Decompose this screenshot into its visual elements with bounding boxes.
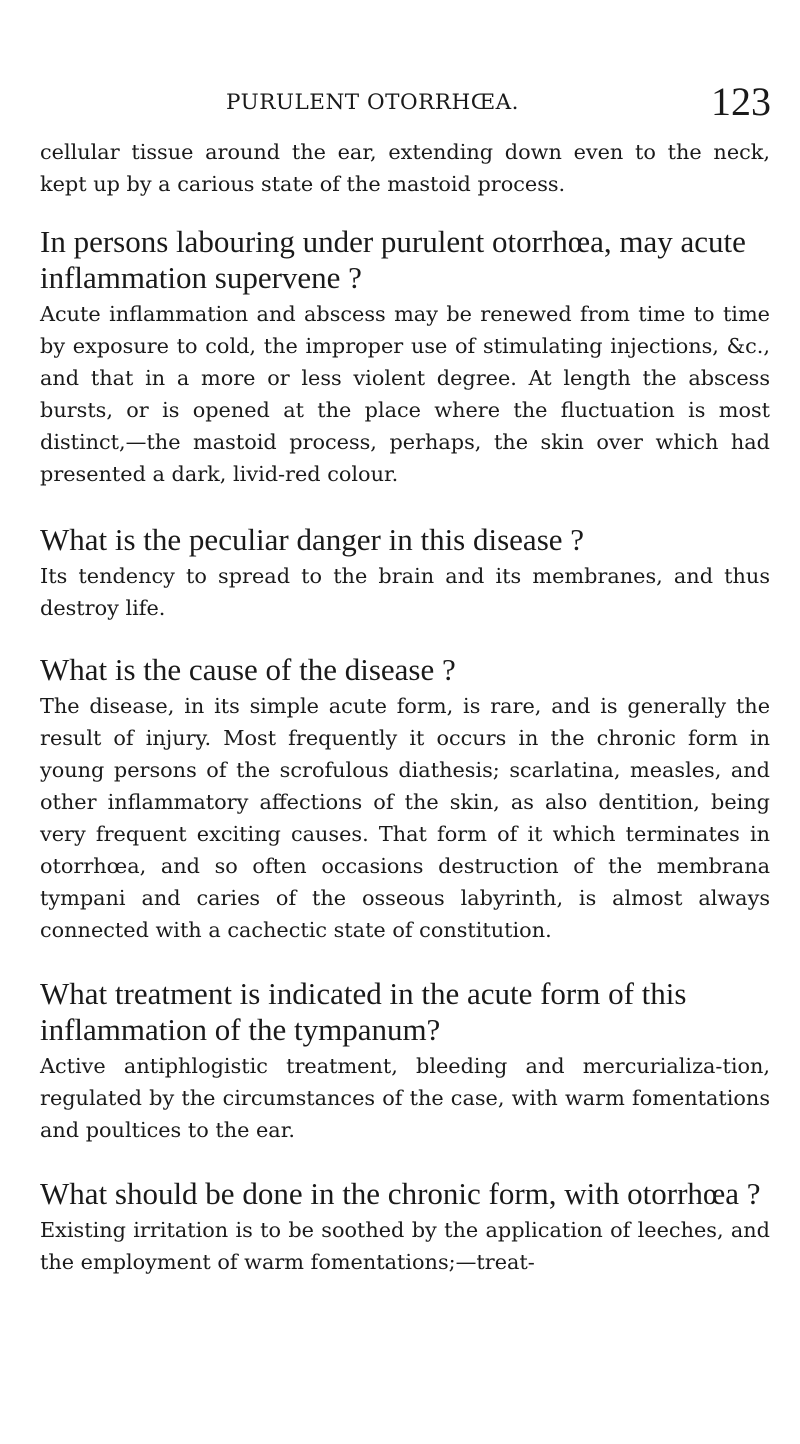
question-heading: What should be done in the chronic form, with otorrhœa ? — [40, 1176, 761, 1211]
answer-paragraph: Active antiphlogistic treatment, bleeding and mercurializa-tion, regulated by the circumstances of the case, with warm fomentations and poultices to the ear. — [40, 1054, 770, 1142]
running-title: PURULENT OTORRHŒA. — [226, 90, 520, 115]
question-heading: In persons labouring under purulent otorrhœa, may acute inflammation supervene ? — [40, 224, 746, 295]
body-text — [40, 136, 770, 1278]
spacer — [40, 624, 770, 652]
spacer — [40, 1146, 770, 1176]
spacer — [40, 490, 770, 522]
running-head — [40, 79, 775, 124]
answer-paragraph: Existing irritation is to be soothed by the application of leeches, and the employment of warm fomentations;—treat- — [40, 1218, 770, 1274]
answer-paragraph: Its tendency to spread to the brain and its membranes, and thus destroy life. — [40, 564, 770, 620]
continuation-paragraph: cellular tissue around the ear, extending down even to the neck, kept up by a carious state of the mastoid process. — [40, 140, 770, 196]
page-number: 123 — [711, 79, 771, 124]
spacer — [40, 946, 770, 976]
question-heading: What treatment is indicated in the acute form of this inflammation of the tympanum? — [40, 976, 687, 1047]
answer-paragraph: The disease, in its simple acute form, is rare, and is generally the result of injury. Most frequently it occurs in the chronic form in young persons of the scrofulous diathesis; scarlatina, measles, and other inflammatory affections of the skin, as also dentition, being very frequent exciting causes. That form of it which terminates in otorrhœa, and so often occasions destruction of the membrana tympani and caries of the osseous labyrinth, is almost always connected with a cachectic state of constitution. — [40, 694, 770, 942]
answer-paragraph: Acute inflammation and abscess may be renewed from time to time by exposure to cold, the improper use of stimulating injections, &c., and that in a more or less violent degree. At length the abscess bursts, or is opened at the place where the fluctuation is most distinct,—the mastoid process, perhaps, the skin over which had presented a dark, livid-red colour. — [40, 302, 770, 486]
spacer — [40, 200, 770, 224]
question-heading: What is the cause of the disease ? — [40, 652, 456, 687]
question-heading: What is the peculiar danger in this disease ? — [40, 522, 585, 557]
